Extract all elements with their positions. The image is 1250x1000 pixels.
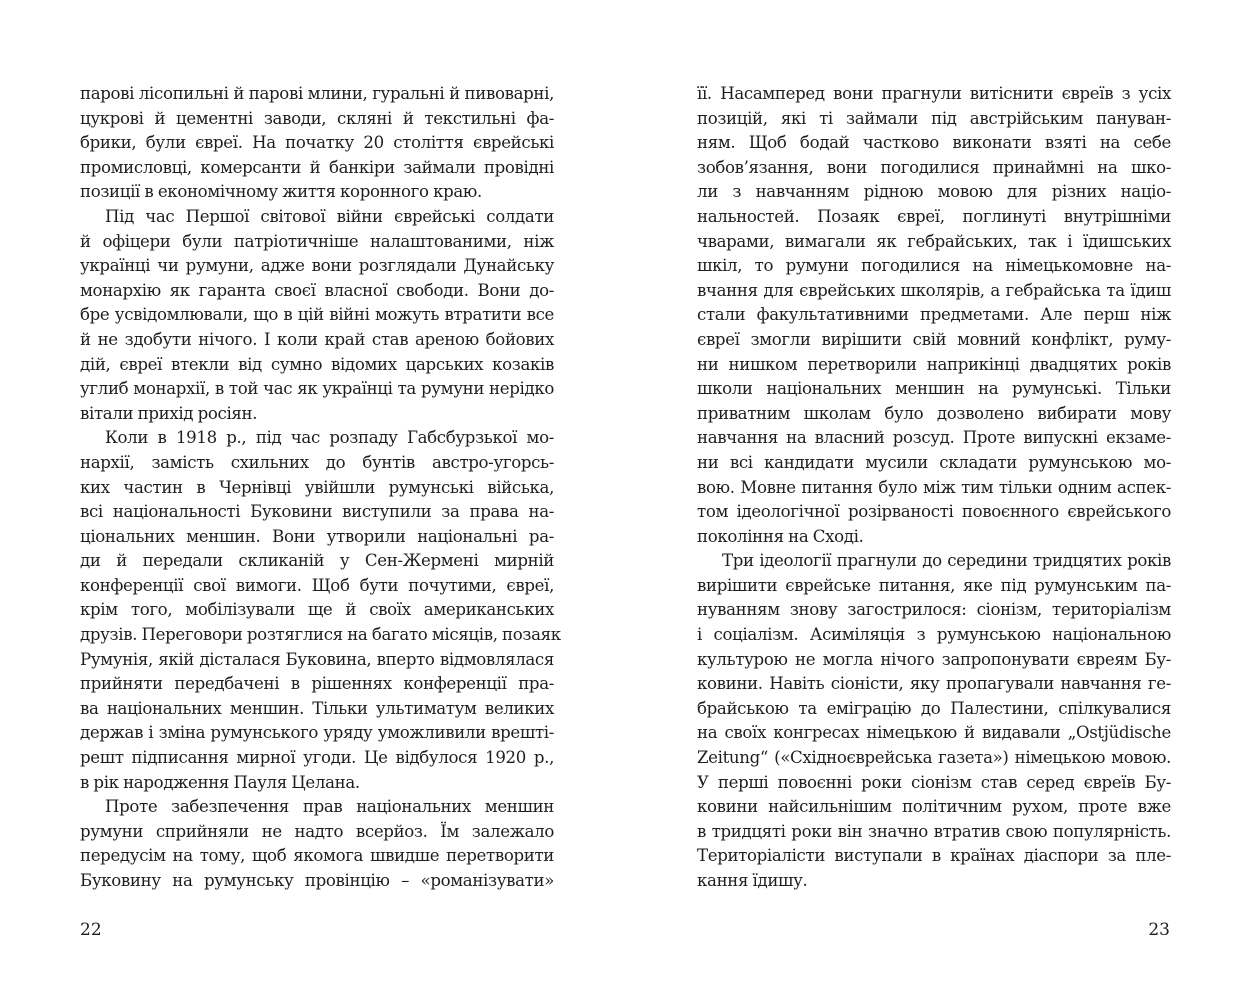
- text-line: У перші повоєнні роки сіонізм став серед євреїв Бу-: [697, 772, 1171, 792]
- text-line: ни всі кандидати мусили складати румунською мо-: [697, 452, 1171, 472]
- text-line: Zeitung“ («Східноєврейська газета») німецькою мовою.: [697, 748, 1171, 768]
- page-number-right: 23: [1148, 920, 1170, 940]
- text-line: Територіалісти виступали в країнах діаспори за пле-: [697, 846, 1171, 866]
- text-line: навчання на власний розсуд. Проте випускні екзаме-: [697, 428, 1171, 448]
- text-line: держав і зміна румунського уряду уможливили врешті-: [80, 723, 554, 743]
- text-line: промисловці, комерсанти й банкіри займали провідні: [80, 157, 554, 177]
- text-line: чварами, вимагали як гебрайських, так і їдишських: [697, 231, 1171, 251]
- text-line: нальностей. Позаяк євреї, поглинуті внутрішніми: [697, 206, 1171, 226]
- text-line: школи національних меншин на румунські. Тільки: [697, 379, 1171, 399]
- text-line: шкіл, то румуни погодилися на німецькомовне на-: [697, 256, 1171, 276]
- text-line: в рік народження Пауля Целана.: [80, 772, 360, 792]
- text-line: конференції свої вимоги. Щоб бути почутими, євреї,: [80, 575, 554, 595]
- text-line: румуни сприйняли не надто всерйоз. Їм залежало: [80, 821, 554, 841]
- text-line: і соціалізм. Асиміляція з румунською національною: [697, 625, 1171, 645]
- text-line: решт підписання мирної угоди. Це відбулося 1920 р.,: [80, 748, 554, 768]
- text-line: ковини найсильнішим політичним рухом, проте вже: [697, 797, 1171, 817]
- text-line: ковини. Навіть сіоністи, яку пропагували навчання ге-: [697, 674, 1171, 694]
- text-line: Коли в 1918 р., під час розпаду Габсбурзької мо-: [105, 428, 554, 448]
- paragraph: [697, 82, 1171, 549]
- text-line: її. Насамперед вони прагнули витіснити євреїв з усіх: [697, 84, 1171, 103]
- text-line: на своїх конгресах німецькою й видавали „Ostjüdische: [697, 723, 1171, 743]
- text-line: ни нишком перетворили наприкінці двадцятих років: [697, 354, 1171, 374]
- text-line: прийняти передбачені в рішеннях конференції пра-: [80, 674, 554, 694]
- text-line: брики, були євреї. На початку 20 століття єврейські: [80, 133, 554, 153]
- text-line: українці чи румуни, адже вони розглядали Дунайську: [80, 256, 554, 276]
- text-line: крім того, мобілізували ще й своїх американських: [80, 600, 554, 620]
- text-line: том ідеологічної розірваності повоєнного єврейського: [697, 502, 1171, 522]
- text-line: позиції в економічному життя коронного краю.: [80, 182, 482, 202]
- text-line: бре усвідомлювали, що в цій війні можуть втратити все: [80, 305, 554, 325]
- text-line: вою. Мовне питання було між тим тільки одним аспек-: [697, 477, 1171, 497]
- text-line: ли з навчанням рідною мовою для різних націо-: [697, 182, 1171, 202]
- text-line: вирішити єврейське питання, яке під румунським па-: [697, 575, 1171, 595]
- paragraph: [80, 795, 554, 893]
- text-line: нуванням знову загострилося: сіонізм, територіалізм: [697, 600, 1171, 620]
- text-line: Проте забезпечення прав національних меншин: [105, 797, 554, 817]
- text-line: брайською та еміграцію до Палестини, спілкувалися: [697, 698, 1171, 718]
- text-line: ням. Щоб бодай частково виконати взяті на себе: [697, 133, 1171, 153]
- page-number-left: 22: [80, 920, 102, 940]
- text-line: позицій, які ті займали під австрійським пануван-: [697, 108, 1171, 128]
- paragraph: [80, 205, 554, 426]
- text-line: передусім на тому, щоб якомога швидше перетворити: [80, 846, 554, 866]
- text-line: покоління на Сході.: [697, 526, 864, 546]
- text-line: друзів. Переговори розтяглися на багато місяців, позаяк: [80, 625, 561, 645]
- text-line: Румунія, якій дісталася Буковина, вперто відмовлялася: [80, 649, 554, 669]
- text-line: ди й передали скликаній у Сен-Жермені мирній: [80, 551, 554, 571]
- paragraph: [80, 426, 561, 795]
- text-line: євреї змогли вирішити свій мовний конфлікт, руму-: [697, 329, 1171, 349]
- text-line: дій, євреї втекли від сумно відомих царських козаків: [80, 354, 554, 374]
- text-line: приватним школам було дозволено вибирати мову: [697, 403, 1171, 423]
- text-line: вчання для єврейських школярів, а гебрайська та їдиш: [697, 280, 1171, 300]
- text-line: парові лісопильні й парові млини, гуральні й пивоварні,: [80, 84, 554, 103]
- paragraph: [697, 549, 1171, 893]
- text-line: ціональних меншин. Вони утворили національні ра-: [80, 526, 554, 546]
- text-line: культурою не могла нічого запропонувати євреям Бу-: [697, 649, 1171, 669]
- text-line: ва національних меншин. Тільки ультиматум великих: [80, 698, 554, 718]
- right-page-text: [697, 82, 1171, 894]
- text-line: нархії, замість схильних до бунтів австро-угорсь-: [80, 452, 554, 472]
- text-line: монархію як гаранта своєї власної свободи. Вони до-: [80, 280, 554, 300]
- text-line: ких частин в Чернівці увійшли румунські війська,: [80, 477, 554, 497]
- text-line: цукрові й цементні заводи, скляні й текстильні фа-: [80, 108, 554, 128]
- text-line: Буковину на румунську провінцію – «романізувати»: [80, 871, 554, 890]
- left-page-text: [80, 82, 561, 894]
- text-line: в тридцяті роки він значно втратив свою популярність.: [697, 821, 1171, 841]
- text-line: й не здобути нічого. І коли край став ареною бойових: [80, 329, 554, 349]
- text-line: Під час Першої світової війни єврейські солдати: [105, 206, 554, 226]
- text-line: вітали прихід росіян.: [80, 403, 258, 423]
- text-line: стали факультативними предметами. Але перш ніж: [697, 305, 1171, 325]
- text-line: Три ідеології прагнули до середини тридцятих років: [722, 551, 1171, 571]
- text-line: зобов’язання, вони погодилися принаймні на шко-: [697, 157, 1171, 177]
- text-line: углиб монархії, в той час як українці та румуни нерідко: [80, 379, 554, 399]
- paragraph: [80, 82, 554, 205]
- text-line: кання їдишу.: [697, 871, 808, 890]
- text-line: всі національності Буковини виступили за права на-: [80, 502, 554, 522]
- text-line: й офіцери були патріотичніше налаштованими, ніж: [80, 231, 554, 251]
